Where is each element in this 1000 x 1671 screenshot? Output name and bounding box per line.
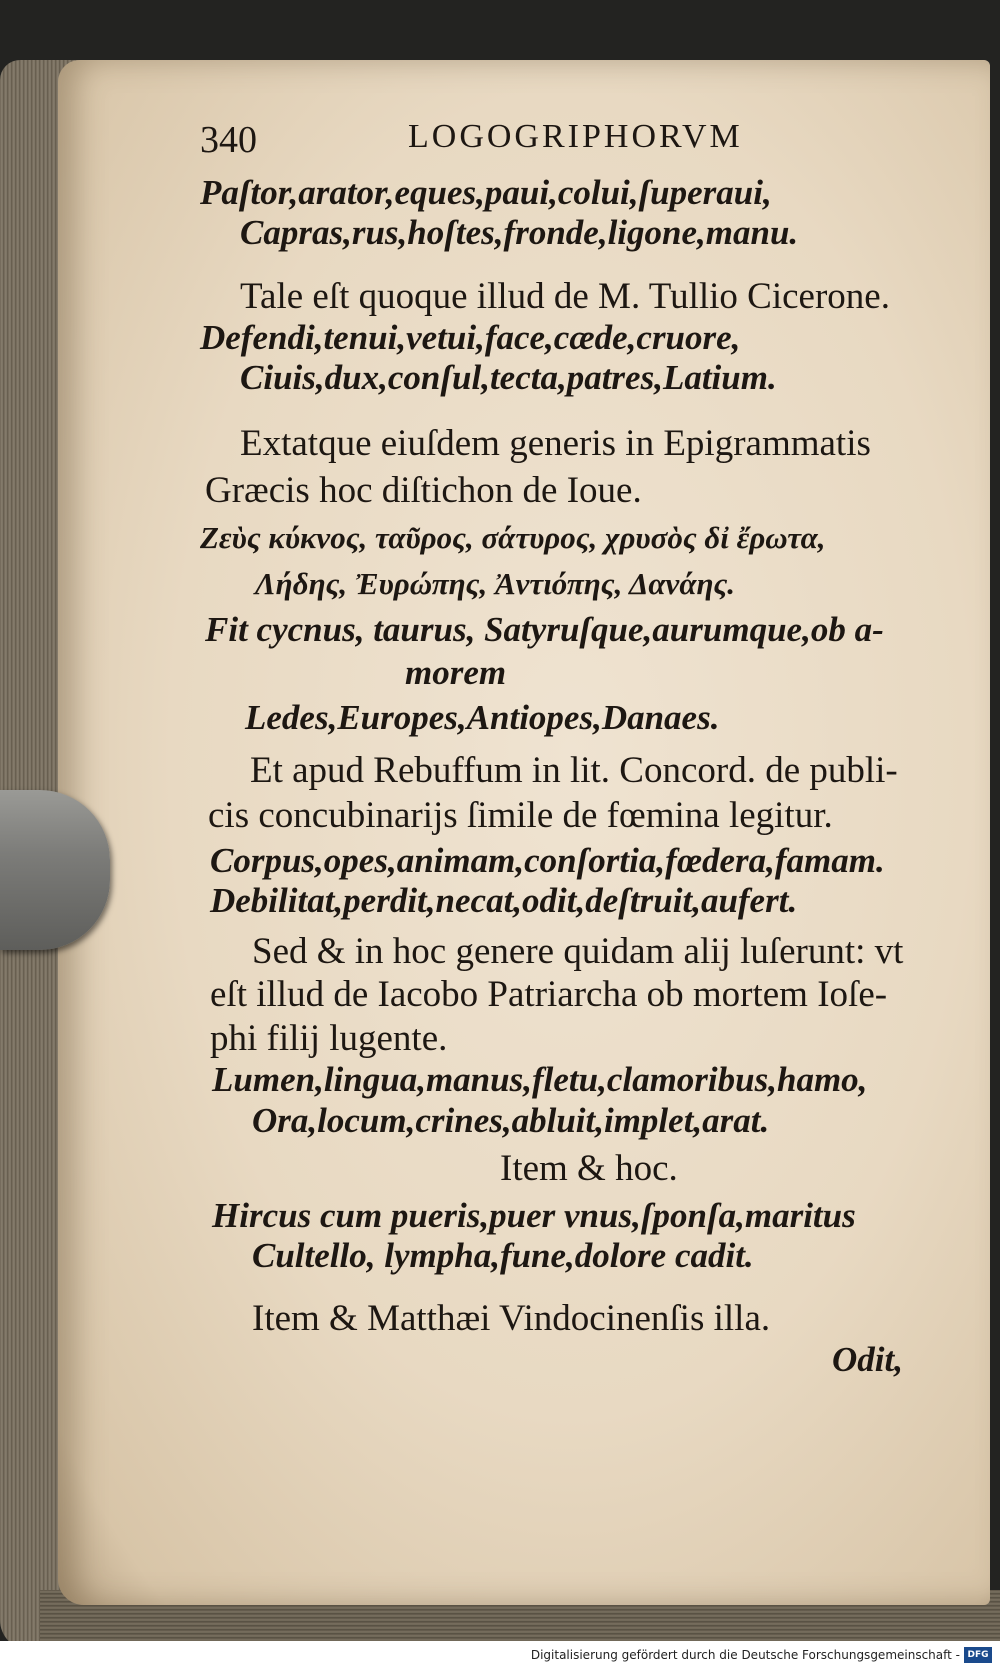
text-line: Cultello, lympha,fune,dolore cadit. xyxy=(252,1236,754,1275)
text-line: Et apud Rebuffum in lit. Concord. de publi- xyxy=(250,750,898,791)
text-line: Lumen,lingua,manus,fletu,clamoribus,hamo, xyxy=(212,1060,868,1099)
text-line: Extatque eiuſdem generis in Epigrammatis xyxy=(240,423,871,464)
text-line: Capras,rus,hoſtes,fronde,ligone,manu. xyxy=(240,213,799,252)
text-line: Defendi,tenui,vetui,face,cæde,cruore, xyxy=(200,318,741,357)
text-line: phi filij lugente. xyxy=(210,1018,448,1059)
catchword: Odit, xyxy=(832,1340,903,1379)
page-number: 340 xyxy=(200,119,257,161)
text-line: Ciuis,dux,conſul,tecta,patres,Latium. xyxy=(240,358,777,397)
dfg-logo: DFG xyxy=(964,1647,992,1663)
text-line: Fit cycnus, taurus, Satyruſque,aurumque,ob a- xyxy=(205,610,884,649)
greek-line: Λήδης, Ἐυρώπης, Ἀντιόπης, Δανάης. xyxy=(255,566,736,601)
text-line: Ledes,Europes,Antiopes,Danaes. xyxy=(245,698,720,737)
text-line: cis concubinarijs ſimile de fœmina legitur. xyxy=(208,795,833,836)
text-line: Sed & in hoc genere quidam alij luſerunt: vt xyxy=(252,931,904,972)
text-line: Græcis hoc diſtichon de Ioue. xyxy=(205,470,642,511)
text-line: Corpus,opes,animam,conſortia,fœdera,famam. xyxy=(210,841,885,880)
greek-line: Ζεὺς κύκνος, ταῦρος, σάτυρος, χρυσὸς δἰ ἔρωτα, xyxy=(200,520,826,555)
text-line: Paſtor,arator,eques,paui,colui,ſuperaui, xyxy=(200,173,772,212)
text-line: Ora,locum,crines,abluit,implet,arat. xyxy=(252,1101,770,1140)
running-title: LOGOGRIPHORVM xyxy=(408,118,743,155)
footer-bar xyxy=(0,1641,1000,1671)
text-line: Tale eſt quoque illud de M. Tullio Cicerone. xyxy=(240,276,890,317)
text-line: Hircus cum pueris,puer vnus,ſponſa,maritus xyxy=(212,1196,856,1235)
text-line: Item & Matthæi Vindocinenſis illa. xyxy=(252,1298,771,1339)
text-line: eſt illud de Iacobo Patriarcha ob mortem Ioſe- xyxy=(210,974,888,1015)
text-line: Item & hoc. xyxy=(500,1148,678,1189)
text-line: morem xyxy=(405,653,507,692)
funding-credit: Digitalisierung gefördert durch die Deutsche Forschungsgemeinschaft - xyxy=(530,1648,960,1662)
text-line: Debilitat,perdit,necat,odit,deſtruit,aufert. xyxy=(210,881,798,920)
